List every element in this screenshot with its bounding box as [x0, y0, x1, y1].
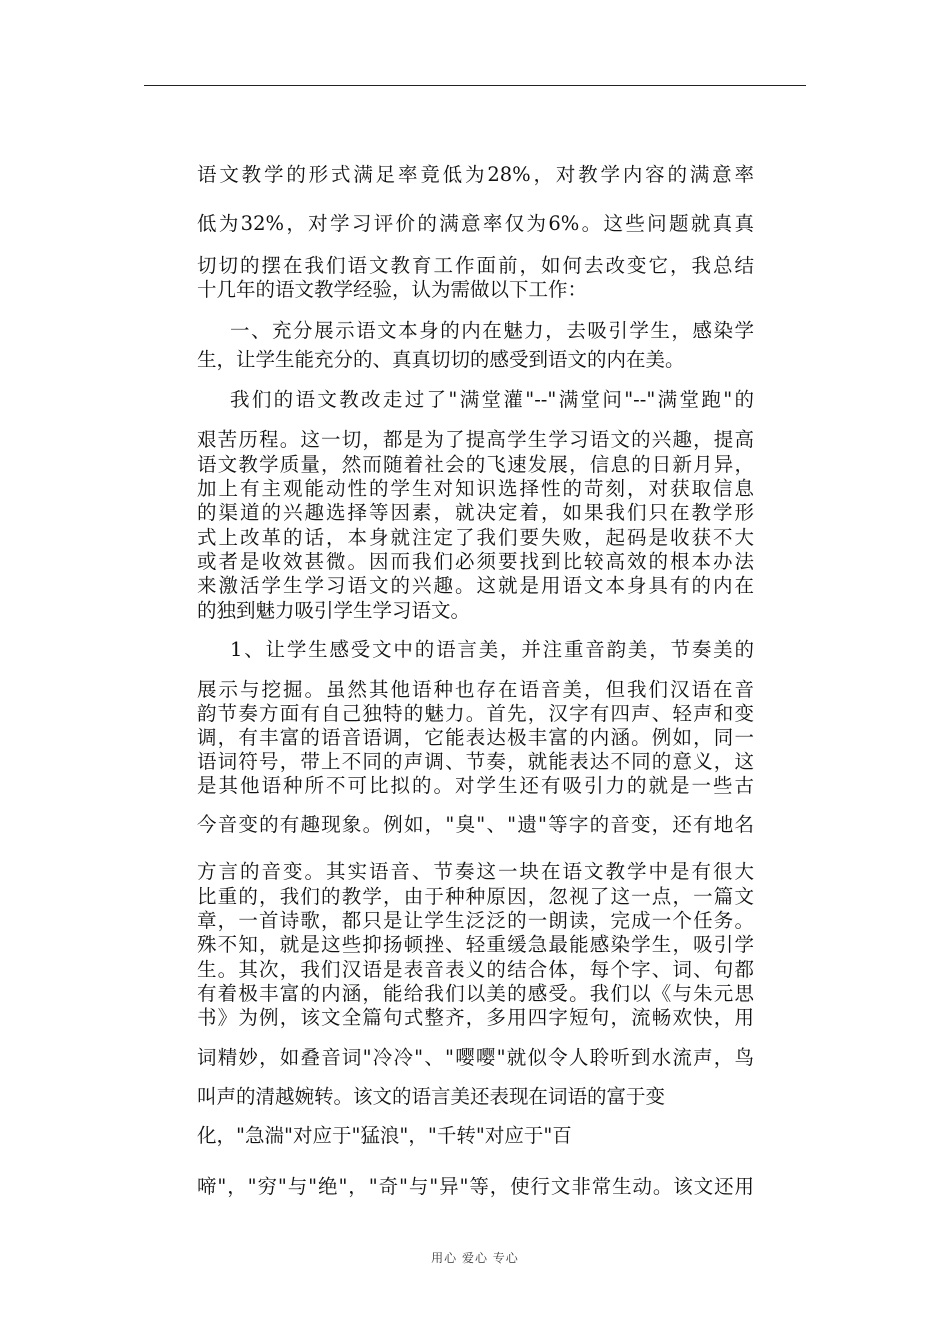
text-line: 十几年的语文教学经验，认为需做以下工作： [197, 278, 588, 301]
text-line: 韵节奏方面有自己独特的魅力。首先，汉字有四声、轻声和变 [197, 702, 754, 725]
page-footer: 用心 爱心 专心 [431, 1251, 519, 1265]
text-line: 生。其次，我们汉语是表音表义的结合体，每个字、词、句都 [197, 958, 754, 981]
text-line: 切切的摆在我们语文教育工作面前，如何去改变它，我总结 [197, 254, 754, 277]
text-line: 章，一首诗歌，都只是让学生泛泛的一朗读，完成一个任务。 [197, 909, 754, 932]
text-line: 的独到魅力吸引学生学习语文。 [197, 599, 471, 622]
text-line: 比重的，我们的教学，由于种种原因，忽视了这一点，一篇文 [197, 885, 754, 908]
text-line: 低为32%，对学习评价的满意率仅为6%。这些问题就真真 [197, 212, 754, 235]
text-line: 叫声的清越婉转。该文的语言美还表现在词语的富于变 [197, 1085, 666, 1108]
text-line: 生，让学生能充分的、真真切切的感受到语文的内在美。 [197, 348, 685, 371]
text-line: 一、充分展示语文本身的内在魅力，去吸引学生，感染学 [230, 319, 754, 342]
text-line: 词精妙，如叠音词"冷冷"、"嘤嘤"就似令人聆听到水流声，鸟 [197, 1046, 754, 1069]
text-line: 化，"急湍"对应于"猛浪"，"千转"对应于"百 [197, 1124, 572, 1147]
text-line: 殊不知，就是这些抑扬顿挫、轻重缓急最能感染学生，吸引学 [197, 933, 754, 956]
text-line: 加上有主观能动性的学生对知识选择性的苛刻，对获取信息 [197, 477, 754, 500]
text-line: 书》为例，该文全篇句式整齐，多用四字短句，流畅欢快，用 [197, 1006, 754, 1029]
text-line: 是其他语种所不可比拟的。对学生还有吸引力的就是一些古 [197, 774, 754, 797]
text-line: 我们的语文教改走过了"满堂灌"--"满堂问"--"满堂跑"的 [230, 388, 754, 411]
text-line: 或者是收效甚微。因而我们必须要找到比较高效的根本办法 [197, 550, 754, 573]
text-line: 的渠道的兴趣选择等因素，就决定着，如果我们只在教学形 [197, 501, 754, 524]
text-line: 语词符号，带上不同的声调、节奏，就能表达不同的意义，这 [197, 750, 754, 773]
text-line: 今音变的有趣现象。例如，"臭"、"遗"等字的音变，还有地名 [197, 813, 754, 836]
text-line: 展示与挖掘。虽然其他语种也存在语音美，但我们汉语在音 [197, 678, 754, 701]
text-line: 式上改革的话，本身就注定了我们要失败，起码是收获不大 [197, 526, 754, 549]
text-line: 来激活学生学习语文的兴趣。这就是用语文本身具有的内在 [197, 574, 754, 597]
text-line: 方言的音变。其实语音、节奏这一块在语文教学中是有很大 [197, 860, 754, 883]
text-line: 语文教学的形式满足率竟低为28%，对教学内容的满意率 [197, 163, 754, 186]
document-body [197, 0, 757, 1220]
text-line: 艰苦历程。这一切，都是为了提高学生学习语文的兴趣，提高 [197, 428, 754, 451]
text-line: 1、让学生感受文中的语言美，并注重音韵美，节奏美的 [230, 638, 754, 661]
text-line: 调，有丰富的语音语调，它能表达极丰富的内涵。例如，同一 [197, 726, 754, 749]
text-line: 啼"，"穷"与"绝"，"奇"与"异"等，使行文非常生动。该文还用 [197, 1175, 754, 1198]
text-line: 有着极丰富的内涵，能给我们以美的感受。我们以《与朱元思 [197, 982, 754, 1005]
text-line: 语文教学质量，然而随着社会的飞速发展，信息的日新月异， [197, 453, 754, 476]
